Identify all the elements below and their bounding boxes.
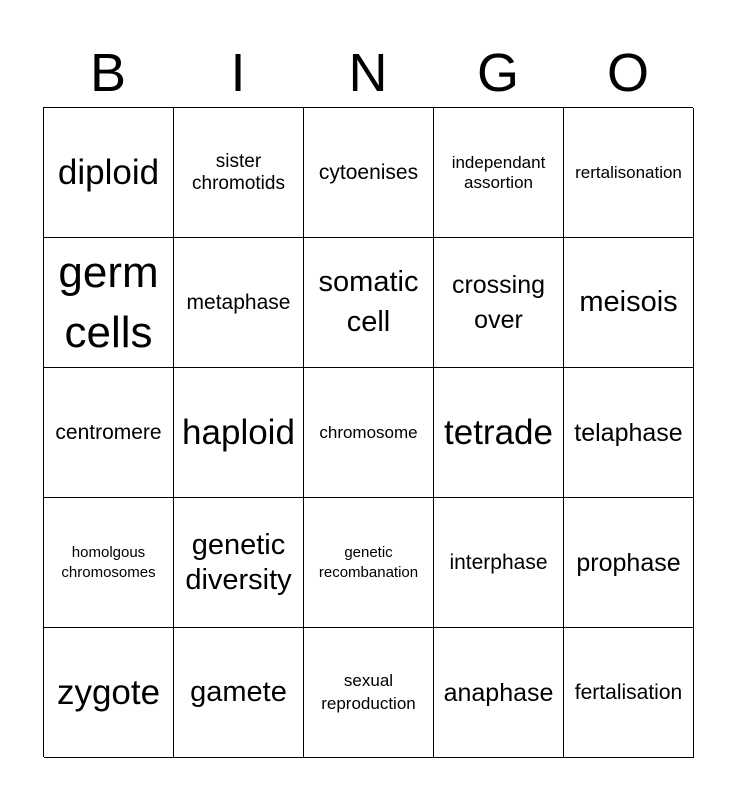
cell-text: anaphase <box>443 678 554 707</box>
bingo-cell <box>174 108 304 238</box>
header-letter-g: G <box>476 43 519 103</box>
cell-text: germ cells <box>58 248 159 357</box>
bingo-cell <box>304 368 434 498</box>
bingo-cell <box>174 628 304 758</box>
bingo-cell <box>434 628 564 758</box>
cell-text: zygote <box>56 672 161 712</box>
bingo-board <box>43 107 693 757</box>
header-letter-i: I <box>230 43 246 103</box>
bingo-cell <box>434 498 564 628</box>
cell-text: somatic cell <box>318 266 419 338</box>
cell-text: telaphase <box>574 418 683 447</box>
header-letter-b: B <box>89 43 127 103</box>
cell-text: haploid <box>182 412 295 452</box>
bingo-cell <box>174 368 304 498</box>
bingo-cell <box>434 108 564 238</box>
bingo-cell <box>564 238 694 368</box>
bingo-header <box>43 40 693 106</box>
bingo-cell <box>564 628 694 758</box>
bingo-cell <box>564 498 694 628</box>
cell-text: interphase <box>449 550 548 574</box>
cell-text: centromere <box>55 420 162 444</box>
cell-text: gamete <box>190 676 287 709</box>
cell-text: cytoenises <box>318 160 419 184</box>
bingo-cell <box>434 238 564 368</box>
cell-text: sexual reproduction <box>321 670 416 713</box>
bingo-cell <box>304 108 434 238</box>
bingo-cell <box>434 368 564 498</box>
cell-text: genetic diversity <box>185 528 292 596</box>
cell-text: metaphase <box>186 290 291 314</box>
bingo-cell <box>174 498 304 628</box>
cell-text: homolgous chromosomes <box>61 544 156 581</box>
bingo-cell <box>44 628 174 758</box>
bingo-cell <box>564 108 694 238</box>
header-letter-o: O <box>606 43 649 103</box>
bingo-cell <box>304 498 434 628</box>
bingo-cell <box>304 628 434 758</box>
cell-text: meisois <box>579 286 678 319</box>
bingo-cell <box>564 368 694 498</box>
cell-text: tetrade <box>444 412 553 452</box>
header-letter-n: N <box>348 43 388 103</box>
cell-text: independant assortion <box>451 153 546 192</box>
bingo-cell <box>304 238 434 368</box>
cell-text: fertalisation <box>574 680 683 704</box>
bingo-cell <box>44 108 174 238</box>
bingo-cell <box>44 368 174 498</box>
cell-text: rertalisonation <box>575 162 682 182</box>
bingo-cell <box>44 238 174 368</box>
cell-text: prophase <box>576 548 681 577</box>
cell-text: genetic recombanation <box>318 544 419 581</box>
cell-text: sister chromotids <box>192 151 285 194</box>
cell-text: chromosome <box>319 422 418 442</box>
cell-text: crossing over <box>451 270 546 334</box>
cell-text: diploid <box>57 152 160 192</box>
bingo-cell <box>174 238 304 368</box>
bingo-cell <box>44 498 174 628</box>
